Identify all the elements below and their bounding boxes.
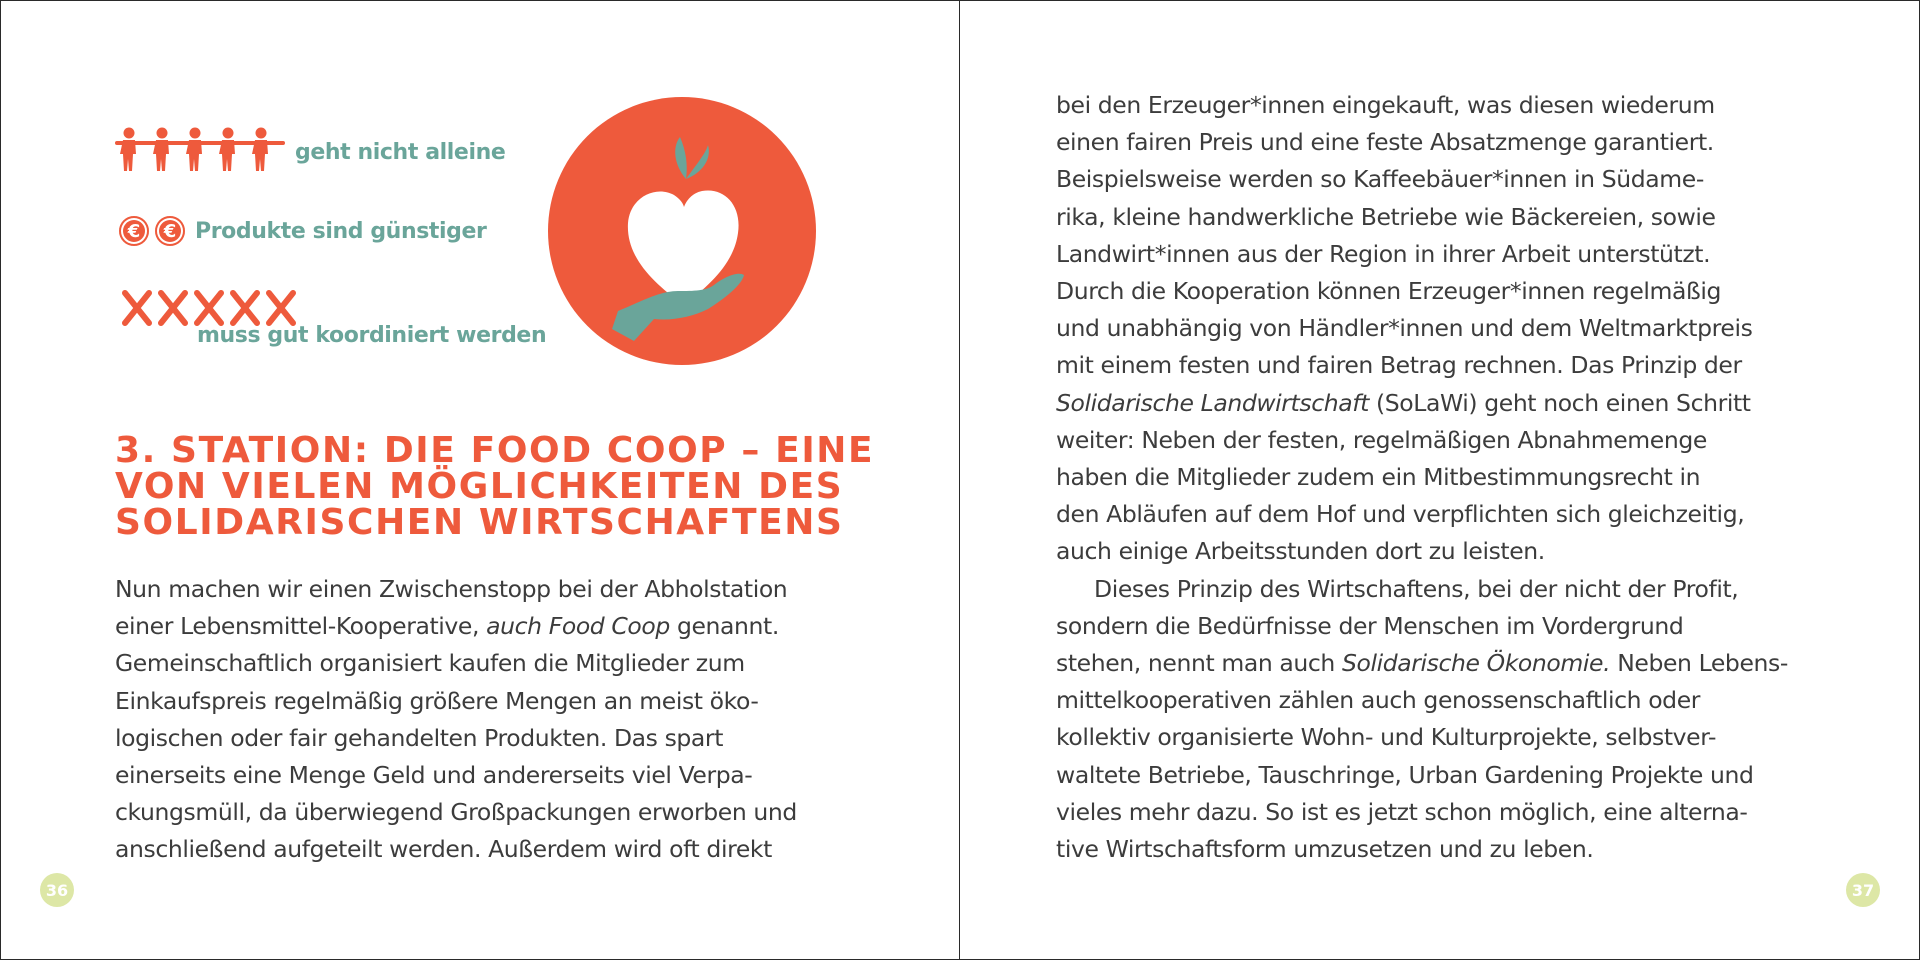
crossed-tools-icon [121,289,301,327]
page-title [115,430,875,543]
info-row-coordination [197,323,546,348]
text-line: Beispielsweise werden so Kaffeebäuer*innen in Südame- [1056,165,1704,194]
text-span: Neben Lebens- [1617,649,1788,678]
text-span: genannt. [676,612,779,641]
left-body-text [115,571,895,869]
euro-coin-icon: € [155,216,185,246]
text-line [115,608,895,645]
text-line [1056,385,1856,422]
info-row-coordination-icons [121,289,301,327]
text-line: bei den Erzeuger*innen eingekauft, was diesen wiederum [1056,91,1715,119]
text-line: Dieses Prinzip des Wirtschaftens, bei der nicht der Profit, [1094,574,1739,603]
title-line-1: 3. STATION: DIE FOOD COOP – EINE [115,430,875,471]
text-line: anschließend aufgeteilt werden. Außerdem wird oft direkt [115,835,772,864]
text-line: Einkaufspreis regelmäßig größere Mengen an meist öko- [115,686,759,715]
text-line: den Abläufen auf dem Hof und verpflichten sich gleichzeitig, [1056,500,1745,529]
italic-term: Solidarische Landwirtschaft [1056,388,1369,417]
page-number: 36 [40,873,74,907]
text-line: kollektiv organisierte Wohn- und Kulturprojekte, selbstver- [1056,723,1717,752]
text-line: haben die Mitglieder zudem ein Mitbestimmungsrecht in [1056,463,1701,492]
text-line: ckungsmüll, da überwiegend Großpackungen erworben und [115,798,797,827]
text-line: tive Wirtschaftsform umzusetzen und zu leben. [1056,835,1594,864]
text-line: Landwirt*innen aus der Region in ihrer Arbeit unterstützt. [1056,239,1711,268]
people-holding-hands-icon [115,125,285,173]
text-line: sondern die Bedürfnisse der Menschen im Vordergrund [1056,611,1684,640]
info-row-together [115,125,505,173]
hand-holding-heart-icon [546,95,818,367]
page-number: 37 [1846,873,1880,907]
text-line: rika, kleine handwerkliche Betriebe wie Bäckereien, sowie [1056,202,1716,231]
right-page [960,1,1919,959]
text-line: waltete Betriebe, Tauschringe, Urban Gardening Projekte und [1056,760,1754,789]
text-line: mittelkooperativen zählen auch genossenschaftlich oder [1056,686,1701,715]
title-line-3: SOLIDARISCHEN WIRTSCHAFTENS [115,502,844,543]
text-line: Nun machen wir einen Zwischenstopp bei der Abholstation [115,575,788,603]
info-label-cheaper: Produkte sind günstiger [195,218,487,244]
text-line: vieles mehr dazu. So ist es jetzt schon möglich, eine alterna- [1056,797,1748,826]
text-line: Gemeinschaftlich organisiert kaufen die Mitglieder zum [115,649,745,678]
text-line: mit einem festen und fairen Betrag rechnen. Das Prinzip der [1056,351,1742,380]
info-label-together: geht nicht alleine [295,139,506,165]
text-line: Durch die Kooperation können Erzeuger*innen regelmäßig [1056,277,1722,306]
info-row-cheaper [119,216,486,246]
text-line: und unabhängig von Händler*innen und dem Weltmarktpreis [1056,314,1753,343]
text-span: stehen, nennt man auch [1056,649,1335,678]
title-line-2: VON VIELEN MÖGLICHKEITEN DES [115,466,844,507]
left-page [1,1,959,959]
text-line: einen fairen Preis und eine feste Absatzmenge garantiert. [1056,128,1714,157]
right-body-text [1056,87,1856,868]
text-span: einer Lebensmittel-Kooperative, [115,612,480,641]
italic-term: auch Food Coop [486,612,670,641]
info-label-coordination: muss gut koordiniert werden [197,323,547,348]
text-line: logischen oder fair gehandelten Produkten. Das spart [115,723,724,752]
text-line: weiter: Neben der festen, regelmäßigen Abnahmemenge [1056,425,1707,454]
euro-coin-icon: € [119,216,149,246]
text-span: (SoLaWi) geht noch einen Schritt [1376,388,1751,417]
text-line: einerseits eine Menge Geld und andererseits viel Verpa- [115,761,753,790]
text-line: auch einige Arbeitsstunden dort zu leisten. [1056,537,1545,566]
text-line [1056,645,1856,682]
italic-term: Solidarische Ökonomie. [1341,649,1611,678]
